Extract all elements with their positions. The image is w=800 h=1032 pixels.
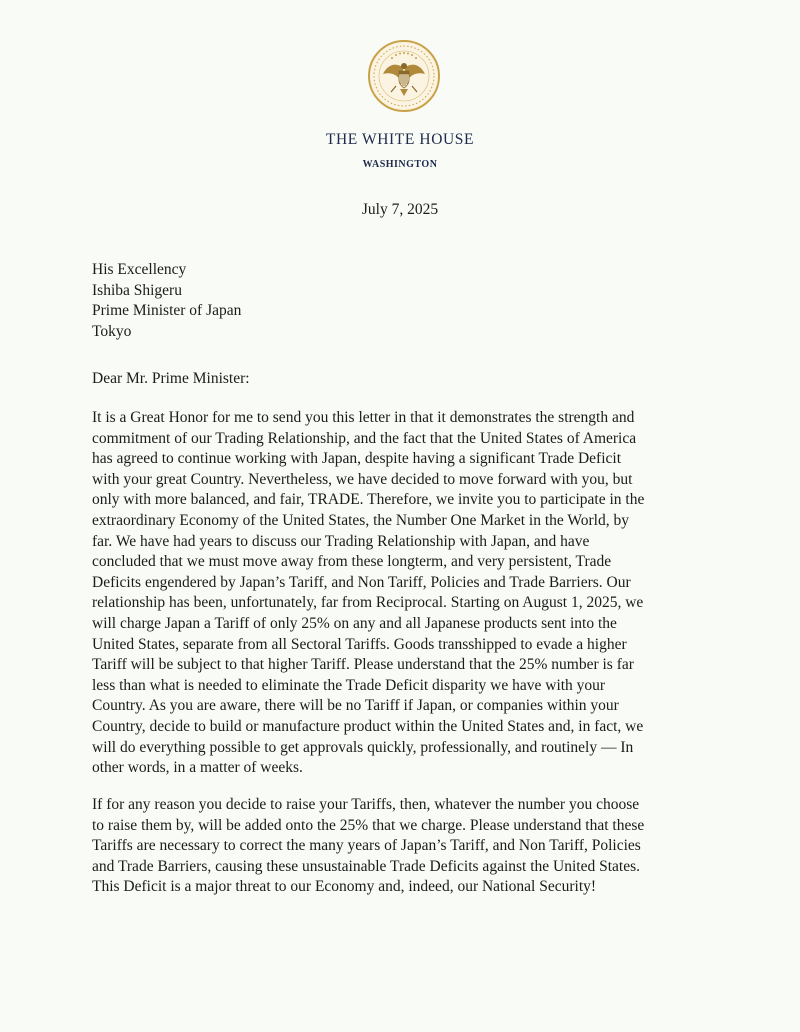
paragraph-line: Tariff will be subject to that higher Tariff. Please understand that the 25% number is far bbox=[92, 656, 634, 674]
recipient-line: Prime Minister of Japan bbox=[92, 302, 242, 319]
letter-date: July 7, 2025 bbox=[361, 201, 439, 218]
paragraph-line: has agreed to continue working with Japan, despite having a significant Trade Deficit bbox=[92, 450, 622, 468]
paragraph-line: This Deficit is a major threat to our Economy and, indeed, our National Security! bbox=[92, 878, 597, 896]
paragraph-line: extraordinary Economy of the United States, the Number One Market in the World, by bbox=[92, 511, 629, 529]
presidential-seal-icon bbox=[366, 38, 442, 114]
paragraph-line: to raise them by, will be added onto the 25% that we charge. Please understand that these bbox=[92, 816, 645, 834]
paragraph-line: United States, separate from all Sectoral Tariffs. Goods transshipped to evade a higher bbox=[92, 635, 627, 653]
letterhead-subtitle: WASHINGTON bbox=[362, 159, 438, 170]
paragraph-line: only with more balanced, and fair, TRADE. Therefore, we invite you to participate in the bbox=[92, 491, 645, 509]
paragraph-line: It is a Great Honor for me to send you this letter in that it demonstrates the strength and bbox=[92, 409, 635, 426]
recipient-line: His Excellency bbox=[92, 261, 187, 278]
paragraph-line: If for any reason you decide to raise your Tariffs, then, whatever the number you choose bbox=[92, 796, 640, 813]
paragraph-line: Deficits engendered by Japan’s Tariff, and Non Tariff, Policies and Trade Barriers. Our bbox=[92, 573, 631, 591]
paragraph-line: relationship has been, unfortunately, far from Reciprocal. Starting on August 1, 2025, we bbox=[92, 594, 644, 612]
paragraph-line: Tariffs are necessary to correct the many years of Japan’s Tariff, and Non Tariff, Policies bbox=[92, 837, 641, 855]
paragraph-line: other words, in a matter of weeks. bbox=[92, 759, 303, 777]
salutation: Dear Mr. Prime Minister: bbox=[92, 370, 250, 387]
letterhead-title: THE WHITE HOUSE bbox=[325, 131, 475, 148]
paragraph-line: with your great Country. Nevertheless, we have decided to move forward with you, but bbox=[92, 470, 633, 488]
paragraph-line: and Trade Barriers, causing these unsustainable Trade Deficits against the United States. bbox=[92, 857, 640, 875]
recipient-line: Tokyo bbox=[92, 322, 132, 340]
paragraph-line: Country. As you are aware, there will be no Tariff if Japan, or companies within your bbox=[92, 697, 619, 715]
paragraph-line: Country, decide to build or manufacture product within the United States and, in fact, we bbox=[92, 717, 644, 735]
body-paragraph-2 bbox=[92, 795, 644, 898]
paragraph-line: less than what is needed to eliminate the Trade Deficit disparity we have with your bbox=[92, 676, 606, 694]
paragraph-line: concluded that we must move away from these longterm, and very persistent, Trade bbox=[92, 553, 612, 571]
paragraph-line: far. We have had years to discuss our Trading Relationship with Japan, and have bbox=[92, 532, 590, 550]
recipient-line: Ishiba Shigeru bbox=[92, 281, 182, 299]
recipient-block bbox=[92, 260, 241, 342]
paragraph-line: will charge Japan a Tariff of only 25% on any and all Japanese products sent into the bbox=[92, 614, 617, 632]
paragraph-line: commitment of our Trading Relationship, and the fact that the United States of America bbox=[92, 429, 637, 447]
paragraph-line: will do everything possible to get approvals quickly, professionally, and routinely — In bbox=[92, 738, 634, 756]
body-paragraph-1 bbox=[92, 408, 644, 779]
